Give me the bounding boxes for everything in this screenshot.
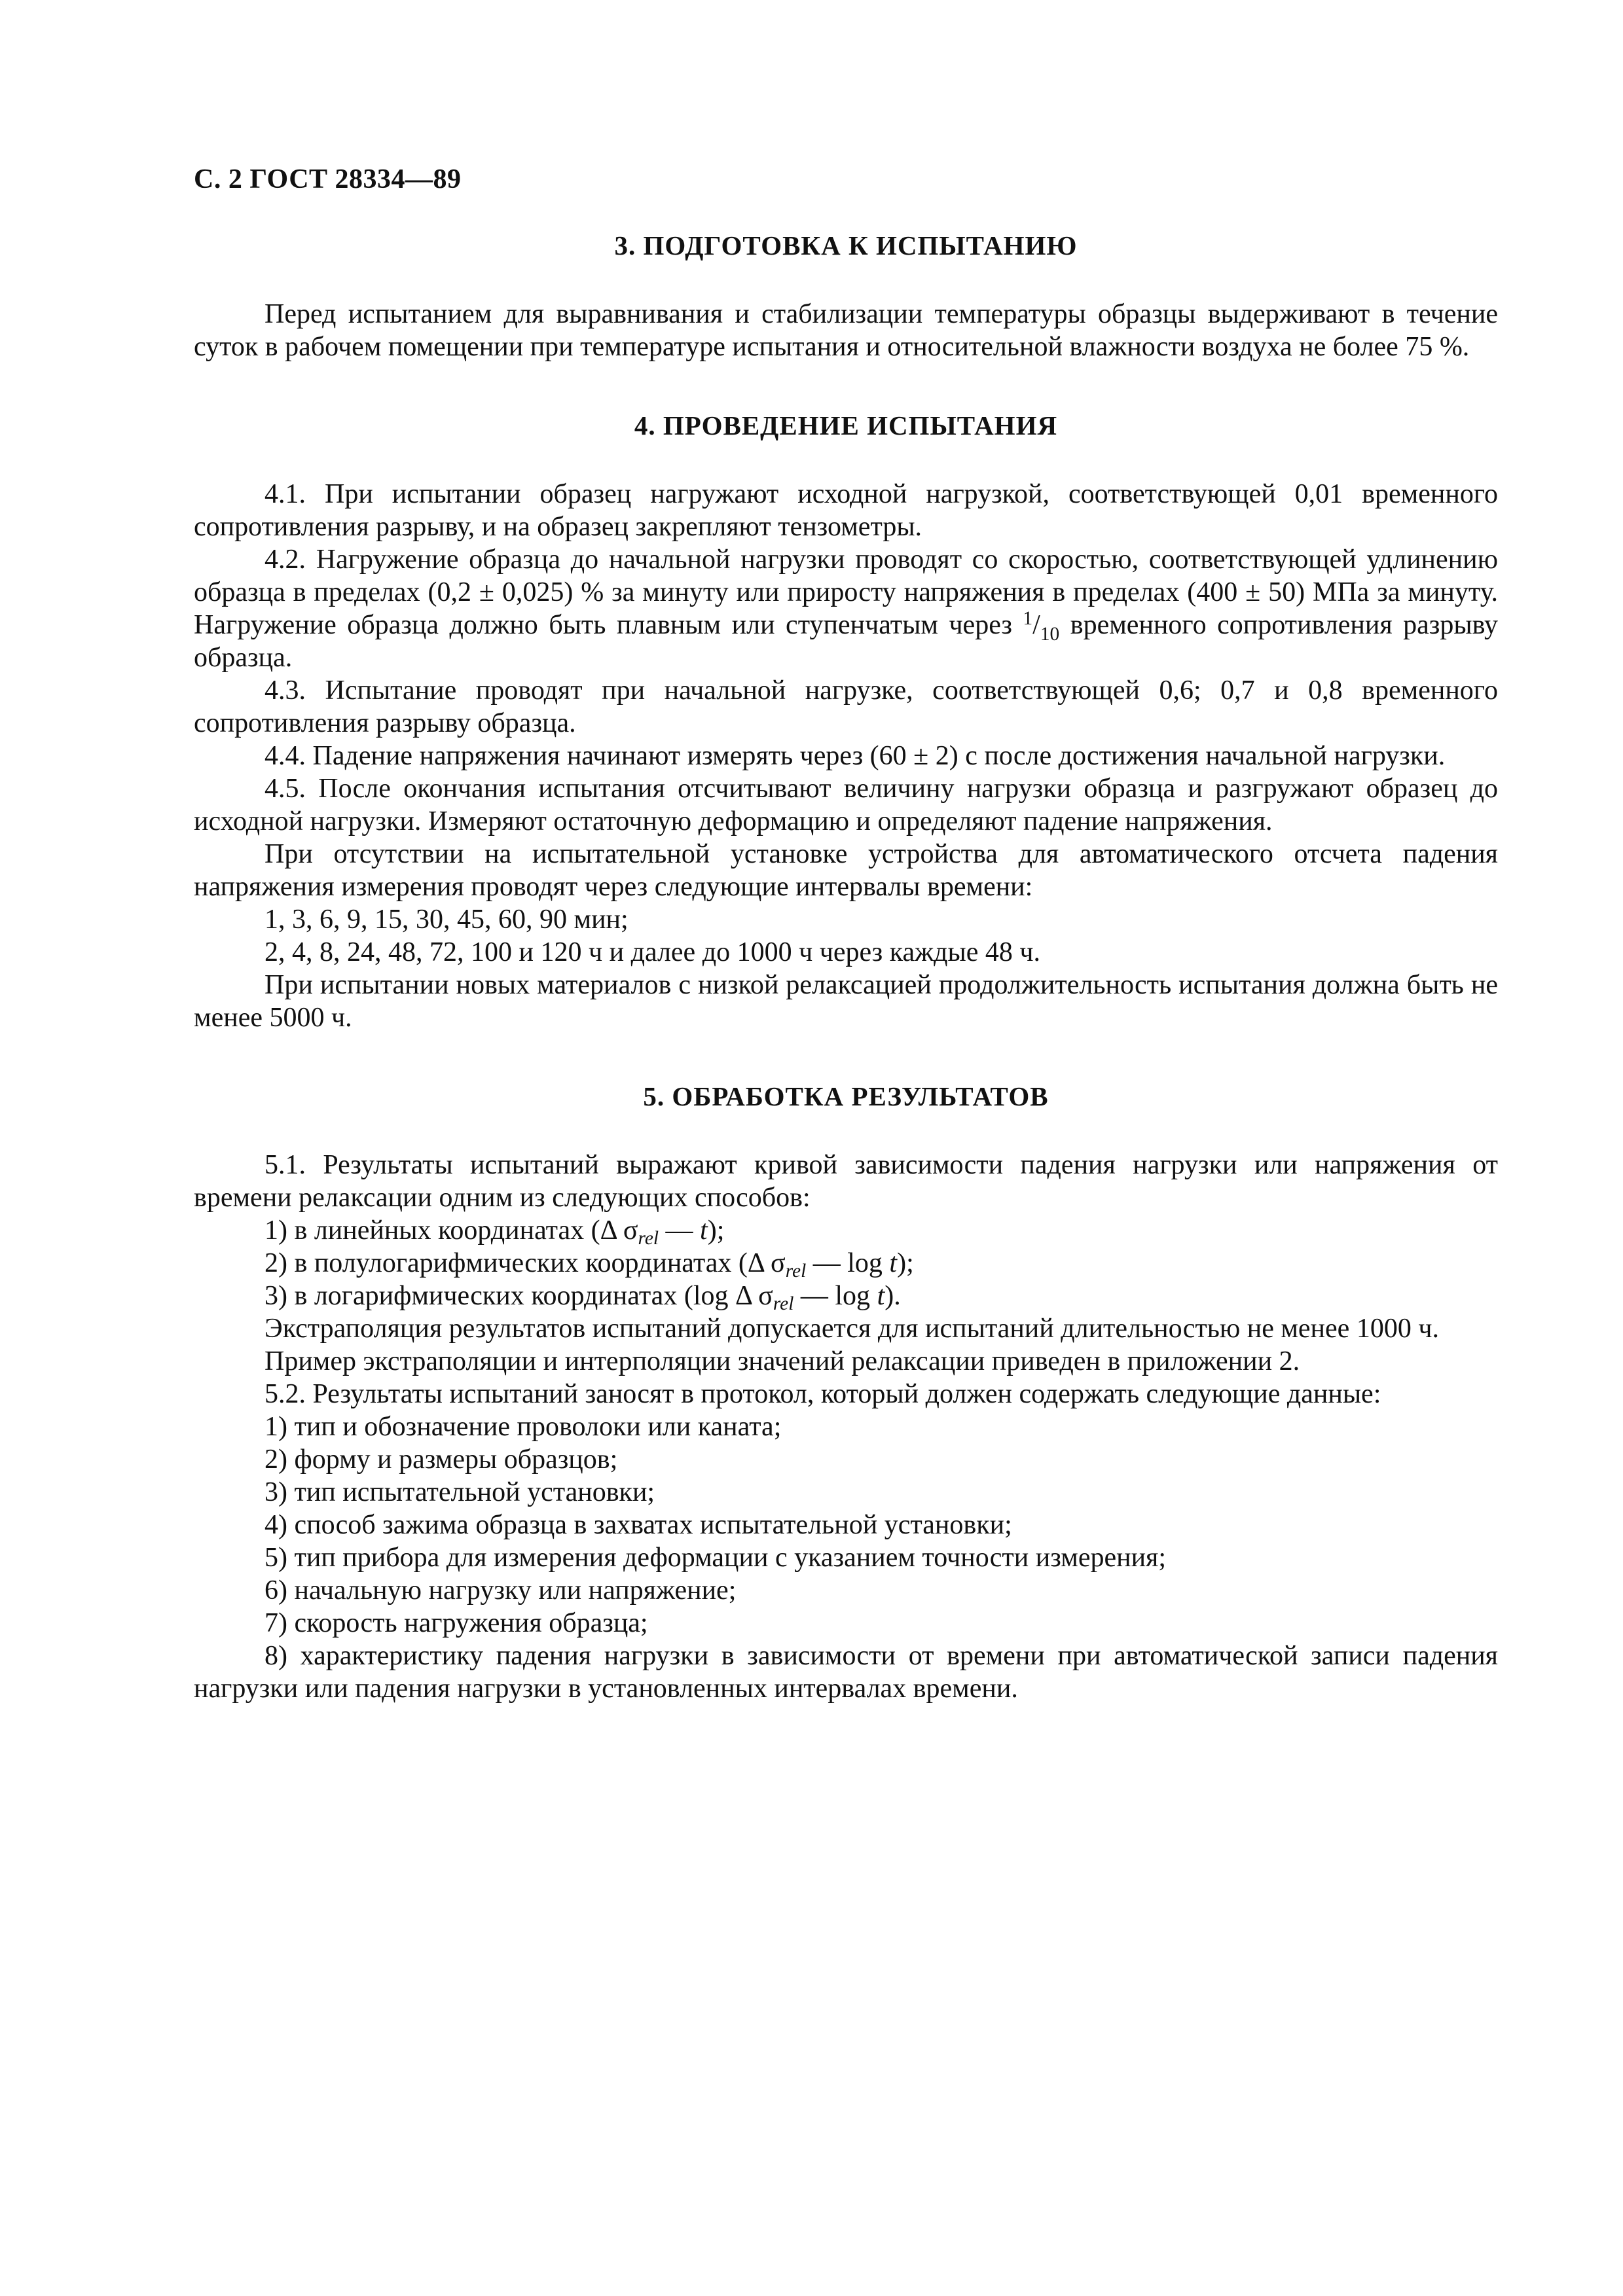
variable: t: [877, 1281, 885, 1311]
document-body: [194, 229, 1498, 1705]
section-4-title: 4. ПРОВЕДЕНИЕ ИСПЫТАНИЯ: [634, 410, 1058, 440]
paragraph: 1, 3, 6, 9, 15, 30, 45, 60, 90 мин;: [264, 905, 629, 935]
method-item: [194, 1280, 1498, 1312]
method-item: [194, 1214, 1498, 1247]
paragraph: При испытании новых материалов с низкой релаксацией продолжительность испытания должна быть не менее 5000 ч.: [194, 970, 1498, 1033]
text-span: — log: [793, 1281, 877, 1311]
paragraph-4-3: 4.3. Испытание проводят при начальной нагрузке, соответствующей 0,6; 0,7 и 0,8 временного сопротивления разрыву образца.: [194, 675, 1498, 738]
variable: t: [700, 1215, 708, 1246]
section-3-title: 3. ПОДГОТОВКА К ИСПЫТАНИЮ: [614, 230, 1078, 260]
variable: t: [889, 1248, 898, 1278]
paragraph: 2, 4, 8, 24, 48, 72, 100 и 120 ч и далее до 1000 ч через каждые 48 ч.: [264, 937, 1040, 967]
paragraph-4-4: 4.4. Падение напряжения начинают измерять через (60 ± 2) с после достижения начальной нагрузки.: [264, 741, 1446, 771]
text-span: —: [659, 1215, 701, 1246]
fraction-numerator: 1: [1023, 608, 1033, 629]
paragraph-4-2: [194, 543, 1498, 674]
text-span: 2) в полулогарифмических координатах (Δ σ: [264, 1248, 786, 1278]
subscript: rel: [638, 1228, 659, 1249]
text-span: ).: [884, 1281, 901, 1311]
text-span: 3) в логарифмических координатах (log Δ σ: [264, 1281, 773, 1311]
fraction-slash: /: [1032, 610, 1040, 640]
paragraph: При отсутствии на испытательной установке устройства для автоматического отсчета падения напряжения измерения проводят через следующие интервалы времени:: [194, 839, 1498, 902]
list-item: 2) форму и размеры образцов;: [264, 1444, 618, 1475]
text-span: временного сопротивления разрыву образца.: [194, 610, 1498, 673]
fraction-denominator: 10: [1040, 624, 1060, 645]
list-item: 1) тип и обозначение проволоки или каната;: [264, 1412, 782, 1442]
paragraph-4-1: 4.1. При испытании образец нагружают исходной нагрузкой, соответствующей 0,01 временного сопротивления разрыву, и на образец закрепляют тензометры.: [194, 479, 1498, 542]
paragraph-5-2: 5.2. Результаты испытаний заносят в протокол, который должен содержать следующие данные:: [264, 1379, 1381, 1409]
paragraph-4-5: 4.5. После окончания испытания отсчитывают величину нагрузки образца и разгружают образец до исходной нагрузки. Измеряют остаточную деформацию и определяют падение напряжения.: [194, 774, 1498, 836]
section-5-title: 5. ОБРАБОТКА РЕЗУЛЬТАТОВ: [643, 1081, 1049, 1111]
subscript: rel: [785, 1261, 807, 1282]
list-item: 6) начальную нагрузку или напряжение;: [264, 1575, 737, 1605]
paragraph-5-1: 5.1. Результаты испытаний выражают кривой зависимости падения нагрузки или напряжения от времени релаксации одним из следующих способов:: [194, 1150, 1498, 1213]
list-item: 3) тип испытательной установки;: [264, 1477, 655, 1507]
paragraph: Перед испытанием для выравнивания и стабилизации температуры образцы выдерживают в течение суток в рабочем помещении при температуре испытания и относительной влажности воздуха не более 75 %.: [194, 299, 1498, 362]
text-span: 1) в линейных координатах (Δ σ: [264, 1215, 638, 1246]
text-span: — log: [806, 1248, 890, 1278]
subscript: rel: [773, 1293, 794, 1314]
text-span: 4.2. Нагружение образца до начальной нагрузки проводят со скоростью, соответствующей удлинению образца в пределах (0,2 ± 0,025) % за минуту или приросту напряжения в пределах (400 ± 50) МПа за минуту. Нагружение образца должно быть плавным или ступенчатым через: [194, 545, 1498, 640]
paragraph: Пример экстраполяции и интерполяции значений релаксации приведен в приложении 2.: [264, 1346, 1300, 1376]
method-item: [194, 1247, 1498, 1280]
text-span: );: [897, 1248, 914, 1278]
list-item: 8) характеристику падения нагрузки в зависимости от времени при автоматической записи падения нагрузки или падения нагрузки в установленных интервалах времени.: [194, 1641, 1498, 1704]
list-item: 5) тип прибора для измерения деформации с указанием точности измерения;: [264, 1543, 1167, 1573]
list-item: 4) способ зажима образца в захватах испытательной установки;: [264, 1510, 1012, 1540]
list-item: 7) скорость нагружения образца;: [264, 1608, 648, 1638]
paragraph: Экстраполяция результатов испытаний допускается для испытаний длительностью не менее 1000 ч.: [264, 1314, 1439, 1344]
page-header: С. 2 ГОСТ 28334—89: [194, 164, 462, 194]
text-span: );: [707, 1215, 725, 1246]
